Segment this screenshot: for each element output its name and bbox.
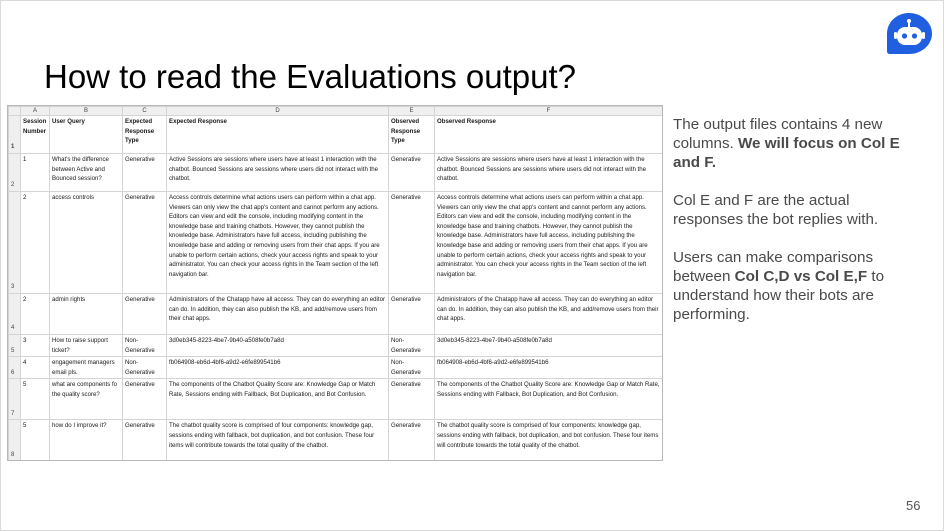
cell-observed-type: Generative xyxy=(389,154,435,192)
note-text: to understand how their bots are performing. xyxy=(673,268,885,323)
cell-session: 3 xyxy=(21,335,50,357)
note-text: The output files contains 4 new columns. xyxy=(673,116,883,152)
table-row xyxy=(9,420,663,461)
cell-session: 1 xyxy=(21,154,50,192)
note-emphasis: Col C,D vs Col E,F xyxy=(734,268,868,285)
cell-observed-response: Access controls determine what actions users can perform within a chat app. Viewers can only view the chat app's content and cannot perform any actions. Editors can view and edit the console, including modifying content in the knowledge base and training chatbots. However, they cannot publish the knowledge base. Administrators have full access, including publishing the knowledge base and adding or removing users from their chat apps. If you are unable to perform certain actions, check your access rights and speak to your administrator. You can check your access rights in the Team section of the left navigation bar. xyxy=(435,192,663,294)
cell-query: How to raise support ticket? xyxy=(50,335,123,357)
row-number: 6 xyxy=(9,357,21,379)
cell-observed-type: Generative xyxy=(389,294,435,335)
spreadsheet-screenshot xyxy=(7,105,663,461)
table-row xyxy=(9,357,663,379)
row-number: 4 xyxy=(9,294,21,335)
cell-expected-type: Non-Generative xyxy=(123,335,167,357)
col-letter-e: E xyxy=(389,107,435,116)
header-user-query: User Query xyxy=(50,116,123,154)
table-row xyxy=(9,379,663,420)
table-row xyxy=(9,192,663,294)
row-number: 3 xyxy=(9,192,21,294)
cell-expected-response: fb064908-eb6d-4bf6-a9d2-e6fe899541b6 xyxy=(167,357,389,379)
header-session-number: Session Number xyxy=(21,116,50,154)
col-letter-f: F xyxy=(435,107,663,116)
cell-expected-response: The components of the Chatbot Quality Score are: Knowledge Gap or Match Rate, Sessions ending with Fallback, Bot Duplication, and Bot Confusion. xyxy=(167,379,389,420)
cell-query: how do I improve it? xyxy=(50,420,123,461)
row-number: 2 xyxy=(9,154,21,192)
row-number: 1 xyxy=(9,116,21,154)
note-paragraph xyxy=(673,248,923,324)
cell-session: 5 xyxy=(21,420,50,461)
cell-observed-response: The chatbot quality score is comprised of four components: knowledge gap, sessions ending with fallback, bot duplication, and bot confusion. These four items will contribute towards the total quality of the chatbot. xyxy=(435,420,663,461)
column-letters-row xyxy=(9,107,663,116)
note-paragraph xyxy=(673,191,923,229)
cell-observed-response: The components of the Chatbot Quality Score are: Knowledge Gap or Match Rate, Sessions ending with Fallback, Bot Duplication, and Bot Confusion. xyxy=(435,379,663,420)
cell-session: 2 xyxy=(21,192,50,294)
cell-query: access controls xyxy=(50,192,123,294)
spreadsheet-grid xyxy=(8,106,663,461)
cell-observed-response: Active Sessions are sessions where users have at least 1 interaction with the chatbot. Bounced Sessions are sessions where users did not interact with the chatbot. xyxy=(435,154,663,192)
cell-observed-type: Generative xyxy=(389,420,435,461)
slide-title: How to read the Evaluations output? xyxy=(44,58,577,95)
row-number: 8 xyxy=(9,420,21,461)
corner-cell xyxy=(9,107,21,116)
cell-observed-type: Generative xyxy=(389,192,435,294)
header-observed-response: Observed Response xyxy=(435,116,663,154)
cell-observed-response: Administrators of the Chatapp have all access. They can do everything an editor can do. In addition, they can also publish the KB, and add/remove users from their chat apps. xyxy=(435,294,663,335)
cell-session: 2 xyxy=(21,294,50,335)
row-number: 7 xyxy=(9,379,21,420)
cell-session: 4 xyxy=(21,357,50,379)
cell-expected-response: 3d0eb345-8223-4be7-9b40-a508fe0b7a8d xyxy=(167,335,389,357)
cell-observed-response: fb064908-eb6d-4bf6-a9d2-e6fe899541b6 xyxy=(435,357,663,379)
row-number: 5 xyxy=(9,335,21,357)
cell-session: 5 xyxy=(21,379,50,420)
page-number: 56 xyxy=(906,498,921,513)
col-letter-b: B xyxy=(50,107,123,116)
table-row xyxy=(9,335,663,357)
col-letter-c: C xyxy=(123,107,167,116)
note-emphasis: We will focus on Col E and F. xyxy=(673,135,900,171)
cell-expected-type: Generative xyxy=(123,154,167,192)
header-row xyxy=(9,116,663,154)
cell-observed-type: Generative xyxy=(389,379,435,420)
header-expected-response: Expected Response xyxy=(167,116,389,154)
header-expected-type: Expected Response Type xyxy=(123,116,167,154)
cell-observed-type: Non-Generative xyxy=(389,335,435,357)
col-letter-d: D xyxy=(167,107,389,116)
table-row xyxy=(9,154,663,192)
cell-expected-type: Generative xyxy=(123,294,167,335)
cell-expected-type: Non-Generative xyxy=(123,357,167,379)
cell-query: what are components fo the quality score? xyxy=(50,379,123,420)
col-letter-a: A xyxy=(21,107,50,116)
cell-observed-type: Non-Generative xyxy=(389,357,435,379)
header-observed-type: Observed Response Type xyxy=(389,116,435,154)
note-text: Users can make comparisons between xyxy=(673,249,874,285)
note-text: Col E and F are the actual responses the bot replies with. xyxy=(673,192,879,228)
cell-expected-response: Active Sessions are sessions where users have at least 1 interaction with the chatbot. Bounced Sessions are sessions where users did not interact with the chatbot. xyxy=(167,154,389,192)
cell-expected-response: Access controls determine what actions users can perform within a chat app. Viewers can only view the chat app's content and cannot perform any actions. Editors can view and edit the console, including modifying content in the knowledge base and training chatbots. However, they cannot publish the knowledge base. Administrators have full access, including publishing the knowledge base and adding or removing users from their chat apps. If you are unable to perform certain actions, check your access rights and speak to your administrator. You can check your access rights in the Team section of the left navigation bar. xyxy=(167,192,389,294)
table-row xyxy=(9,294,663,335)
cell-expected-type: Generative xyxy=(123,192,167,294)
cell-query: engagement managers email pls. xyxy=(50,357,123,379)
cell-query: What's the difference between Active and Bounced session? xyxy=(50,154,123,192)
cell-observed-response: 3d0eb345-8223-4be7-9b40-a508fe0b7a8d xyxy=(435,335,663,357)
cell-expected-type: Generative xyxy=(123,420,167,461)
note-paragraph xyxy=(673,115,923,172)
robot-icon xyxy=(886,12,933,55)
notes-panel xyxy=(673,115,923,343)
cell-expected-response: The chatbot quality score is comprised of four components: knowledge gap, sessions ending with fallback, bot duplication, and bot confusion. These four items will contribute towards the total quality of the chatbot. xyxy=(167,420,389,461)
cell-expected-response: Administrators of the Chatapp have all access. They can do everything an editor can do. In addition, they can also publish the KB, and add/remove users from their chat apps. xyxy=(167,294,389,335)
cell-query: admin rights xyxy=(50,294,123,335)
cell-expected-type: Generative xyxy=(123,379,167,420)
